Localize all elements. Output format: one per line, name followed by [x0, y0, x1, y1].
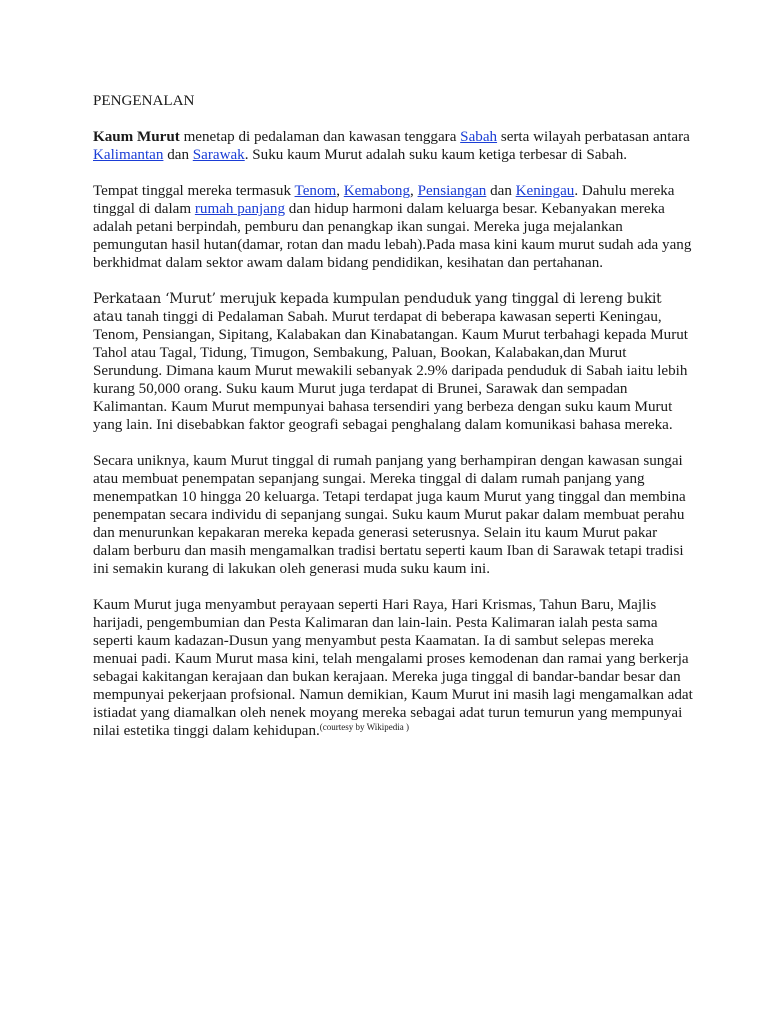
text-span: dan hidup harmoni dalam keluarga besar. Kebanyakan mereka adalah petani berpindah, pemburu dan penangkap ikan sungai. Mereka juga mejalankan pemungutan hasil hutan(damar, rotan dan madu lebah).Pada masa kini kaum murut sudah ada yang berkhidmat dalam sektor awam dalam bidang pendidikan, kesihatan dan pertahanan.	[93, 201, 692, 271]
paragraph-intro	[93, 128, 693, 164]
bold-term: Kaum Murut	[93, 129, 180, 145]
link-rumah-panjang[interactable]: rumah panjang	[194, 201, 285, 217]
document-body	[93, 92, 693, 758]
text-span: serta wilayah perbatasan antara	[497, 129, 690, 145]
text-span: . Dahulu mereka tinggal di dalam	[93, 183, 675, 217]
paragraph-text: Kaum Murut juga menyambut perayaan seperti Hari Raya, Hari Krismas, Tahun Baru, Majlis harijadi, pengembumian dan Pesta Kalimaran dan lain-lain. Pesta Kalimaran ialah pesta sama seperti kaum kadazan-Dusun yang menyambut pesta Kaamatan. Ia di sambut selepas mereka menuai padi. Kaum Murut masa kini, telah mengalami proses kemodenan dan ramai yang berkerja sebagai kakitangan kerajaan dan bukan kerajaan. Mereka juga tinggal di bandar-bandar besar dan mempunyai pekerjaan profsional. Namun demikian, Kaum Murut ini masih lagi mengamalkan adat istiadat yang diamalkan oleh nenek moyang mereka sebagai adat turun temurun yang mempunyai nilai estetika tinggi dalam kehidupan.	[93, 597, 693, 739]
text-span: dan	[486, 183, 516, 199]
paragraph-murut-meaning	[93, 290, 693, 434]
text-span: dan	[163, 147, 193, 163]
citation-note: (courtesy by Wikipedia )	[319, 722, 409, 732]
text-span: ,	[410, 183, 418, 199]
link-kemabong[interactable]: Kemabong	[343, 183, 411, 199]
text-span: tanah tinggi di Pedalaman Sabah. Murut terdapat di beberapa kawasan seperti Keningau, Tenom, Pensiangan, Sipitang, Kalabakan dan Kinabatangan. Kaum Murut terbahagi kepada Murut Tahol atau Tagal, Tidung, Timugon, Sembakung, Paluan, Bookan, Kalabakan,dan Murut Serundung. Dimana kaum Murut mewakili sebanyak 2.9% daripada penduduk di Sabah iaitu lebih kurang 50,000 orang. Suku kaum Murut juga terdapat di Brunei, Sarawak dan sempadan Kalimantan. Kaum Murut mempunyai bahasa tersendiri yang berbeza dengan suku kaum Murut yang lain. Ini disebabkan faktor geografi sebagai penghalang dalam komunikasi bahasa mereka.	[93, 309, 688, 433]
document-heading: PENGENALAN	[93, 93, 195, 109]
paragraph-celebrations	[93, 596, 693, 740]
paragraph-text: Secara uniknya, kaum Murut tinggal di rumah panjang yang berhampiran dengan kawasan sungai atau membuat penempatan sepanjang sungai. Mereka tinggal di dalam rumah panjang yang menempatkan 10 hingga 20 keluarga. Tetapi terdapat juga kaum Murut yang tinggal dan membina penempatan secara individu di sepanjang sungai. Suku kaum Murut pakar dalam membuat perahu dan menurunkan kepakaran mereka kepada generasi seterusnya. Selain itu kaum Murut pakar dalam berburu dan masih mengamalkan tradisi bertatu seperti kaum Iban di Sarawak tetapi tradisi ini semakin kurang di lakukan oleh generasi muda suku kaum ini.	[93, 453, 686, 577]
text-span: ,	[336, 183, 344, 199]
text-span: menetap di pedalaman dan kawasan tenggara	[179, 129, 461, 145]
link-keningau[interactable]: Keningau	[515, 183, 575, 199]
link-sabah[interactable]: Sabah	[460, 129, 498, 145]
text-span: Perkataan ‘Murut’ merujuk kepada kumpulan penduduk yang tinggal di lereng bukit atau	[93, 291, 662, 325]
link-sarawak[interactable]: Sarawak	[192, 147, 245, 163]
link-pensiangan[interactable]: Pensiangan	[417, 183, 487, 199]
text-span: . Suku kaum Murut adalah suku kaum ketiga terbesar di Sabah.	[244, 147, 628, 163]
paragraph-longhouse	[93, 452, 693, 578]
link-kalimantan[interactable]: Kalimantan	[93, 147, 164, 163]
text-span: Tempat tinggal mereka termasuk	[93, 183, 295, 199]
paragraph-settlement	[93, 182, 693, 272]
link-tenom[interactable]: Tenom	[294, 183, 337, 199]
